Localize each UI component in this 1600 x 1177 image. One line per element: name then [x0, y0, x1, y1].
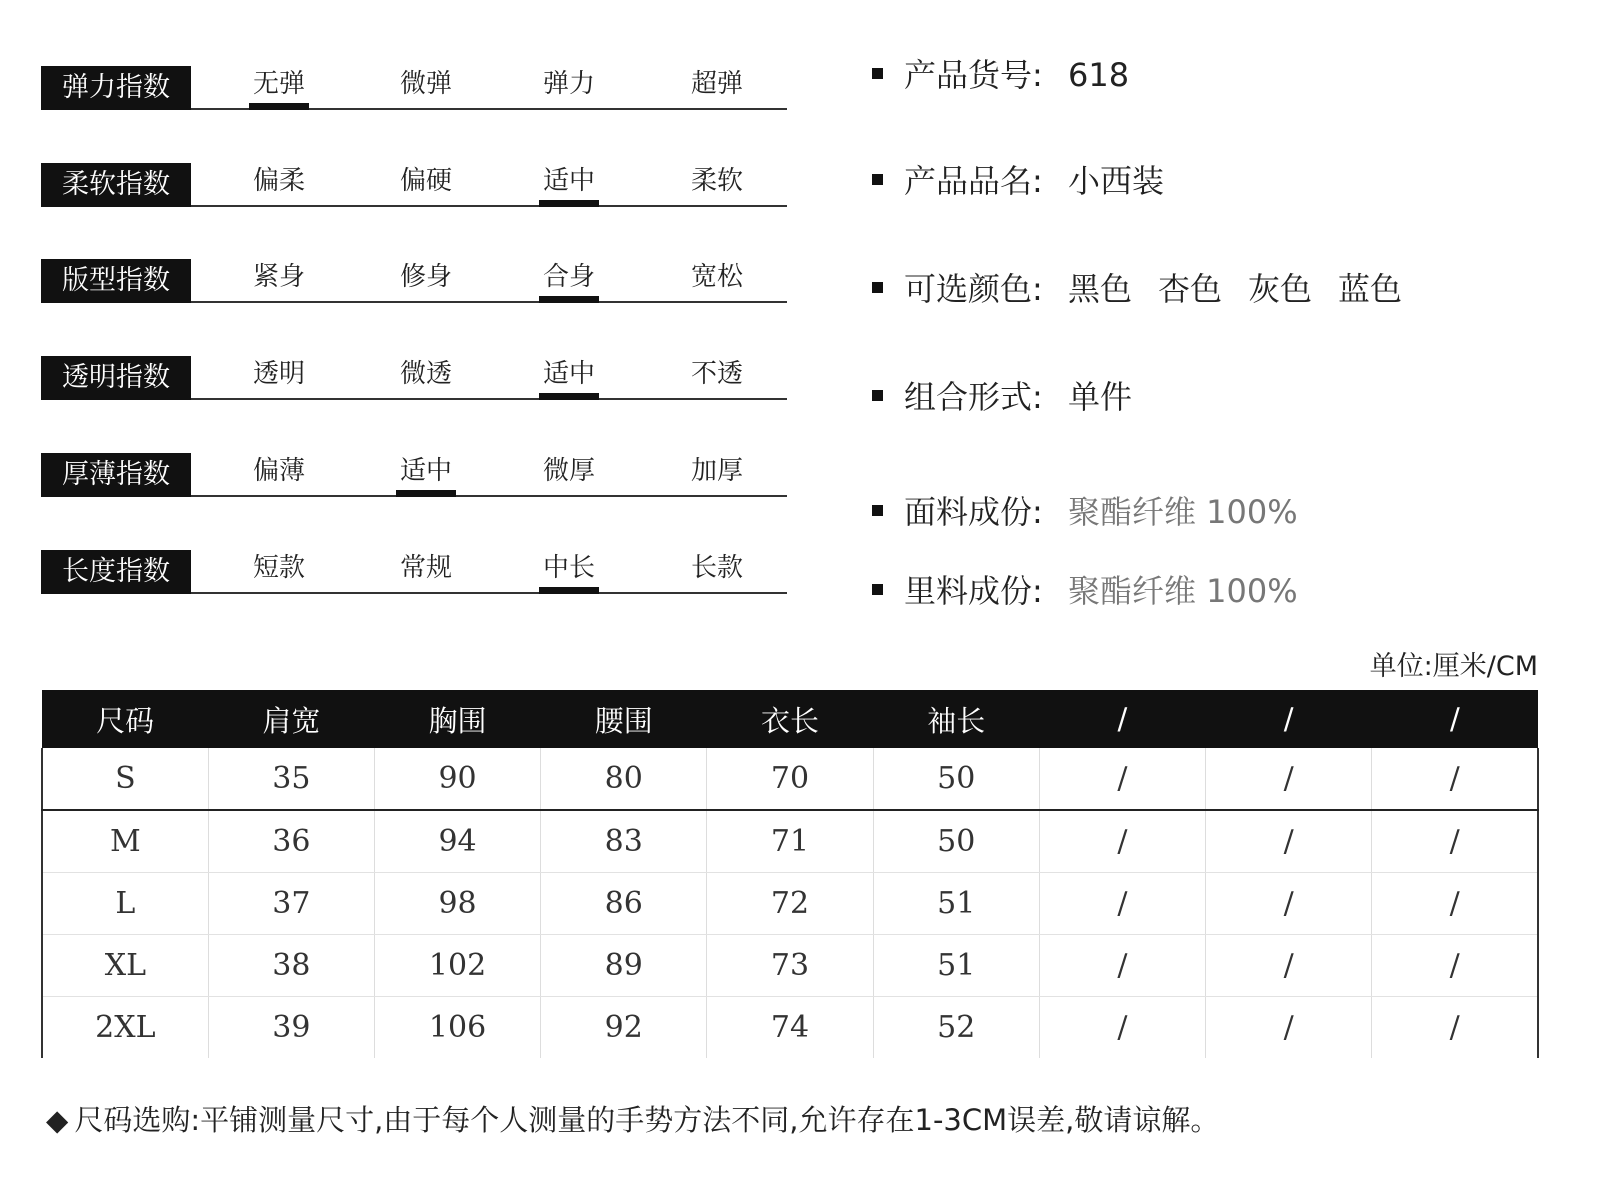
index-divider — [191, 205, 787, 207]
table-cell: 90 — [374, 748, 540, 810]
column-header: 衣长 — [707, 690, 873, 748]
index-option: 修身 — [399, 262, 452, 292]
index-option: 合身 — [542, 262, 595, 292]
index-divider — [191, 398, 787, 400]
index-divider — [191, 301, 787, 303]
table-cell: 106 — [374, 997, 540, 1059]
column-header: / — [1039, 690, 1205, 748]
index-option: 透明 — [252, 359, 305, 389]
square-bullet-icon — [872, 174, 883, 185]
selected-indicator — [539, 587, 599, 594]
index-option: 适中 — [542, 166, 595, 196]
table-row — [42, 997, 1538, 1059]
table-row — [42, 873, 1538, 935]
index-option: 偏柔 — [252, 166, 305, 196]
column-header: 腰围 — [541, 690, 707, 748]
table-cell: / — [1206, 810, 1372, 873]
index-option: 弹力 — [542, 69, 595, 99]
table-cell: 72 — [707, 873, 873, 935]
index-option: 无弹 — [252, 69, 305, 99]
info-value: 聚酯纤维 100% — [1068, 493, 1298, 531]
table-cell: / — [1372, 997, 1538, 1059]
index-option: 不透 — [690, 359, 743, 389]
index-option: 中长 — [542, 553, 595, 583]
table-cell: / — [1039, 873, 1205, 935]
info-key: 面料成份: — [904, 493, 1043, 531]
size-note-text: 尺码选购:平铺测量尺寸,由于每个人测量的手势方法不同,允许存在1-3CM误差,敬请谅解。 — [74, 1103, 1220, 1137]
table-cell: / — [1372, 873, 1538, 935]
index-row-elasticity — [41, 50, 787, 110]
column-header: / — [1372, 690, 1538, 748]
diamond-bullet-icon: ◆ — [46, 1103, 69, 1137]
table-cell: / — [1039, 997, 1205, 1059]
table-cell: 86 — [541, 873, 707, 935]
table-cell: 2XL — [42, 997, 208, 1059]
index-option: 柔软 — [690, 166, 743, 196]
table-cell: 92 — [541, 997, 707, 1059]
table-cell: 74 — [707, 997, 873, 1059]
table-cell: / — [1206, 935, 1372, 997]
size-table — [41, 690, 1539, 1058]
index-divider — [191, 495, 787, 497]
table-cell: L — [42, 873, 208, 935]
table-cell: 89 — [541, 935, 707, 997]
table-cell: 70 — [707, 748, 873, 810]
index-label: 柔软指数 — [41, 163, 191, 207]
index-option: 超弹 — [690, 69, 743, 99]
table-cell: S — [42, 748, 208, 810]
index-option: 宽松 — [690, 262, 743, 292]
table-cell: 52 — [873, 997, 1039, 1059]
table-cell: / — [1206, 997, 1372, 1059]
index-row-softness — [41, 147, 787, 207]
table-cell: 36 — [208, 810, 374, 873]
color-option: 杏色 — [1158, 270, 1223, 308]
index-label: 版型指数 — [41, 259, 191, 303]
column-header: 肩宽 — [208, 690, 374, 748]
index-option: 适中 — [542, 359, 595, 389]
table-cell: 39 — [208, 997, 374, 1059]
table-cell: / — [1206, 873, 1372, 935]
size-note — [46, 1098, 1219, 1139]
square-bullet-icon — [872, 584, 883, 595]
index-label: 长度指数 — [41, 550, 191, 594]
selected-indicator — [396, 490, 456, 497]
info-value: 单件 — [1068, 378, 1133, 416]
table-cell: 38 — [208, 935, 374, 997]
index-divider — [191, 592, 787, 594]
table-cell: M — [42, 810, 208, 873]
table-cell: / — [1372, 748, 1538, 810]
index-option: 短款 — [252, 553, 305, 583]
info-value: 618 — [1068, 56, 1130, 94]
table-cell: / — [1206, 748, 1372, 810]
color-option: 灰色 — [1248, 270, 1313, 308]
table-cell: 73 — [707, 935, 873, 997]
info-value: 聚酯纤维 100% — [1068, 572, 1298, 610]
selected-indicator — [539, 200, 599, 207]
index-option: 微厚 — [542, 456, 595, 486]
color-option: 黑色 — [1068, 270, 1133, 308]
table-header-row — [42, 690, 1538, 748]
column-header: / — [1206, 690, 1372, 748]
table-cell: 102 — [374, 935, 540, 997]
table-cell: / — [1372, 810, 1538, 873]
table-cell: 98 — [374, 873, 540, 935]
table-cell: 37 — [208, 873, 374, 935]
selected-indicator — [249, 103, 309, 110]
table-row — [42, 748, 1538, 810]
index-row-length — [41, 534, 787, 594]
index-option: 微弹 — [399, 69, 452, 99]
table-cell: 35 — [208, 748, 374, 810]
table-row — [42, 810, 1538, 873]
table-cell: 51 — [873, 935, 1039, 997]
info-key: 组合形式: — [904, 378, 1043, 416]
color-option: 蓝色 — [1338, 270, 1403, 308]
column-header: 袖长 — [873, 690, 1039, 748]
column-header: 尺码 — [42, 690, 208, 748]
table-cell: 83 — [541, 810, 707, 873]
selected-indicator — [539, 393, 599, 400]
table-cell: / — [1372, 935, 1538, 997]
index-row-thickness — [41, 437, 787, 497]
index-option: 长款 — [690, 553, 743, 583]
info-value: 小西装 — [1068, 162, 1165, 200]
index-option: 适中 — [399, 456, 452, 486]
square-bullet-icon — [872, 282, 883, 293]
index-option: 偏硬 — [399, 166, 452, 196]
square-bullet-icon — [872, 505, 883, 516]
square-bullet-icon — [872, 390, 883, 401]
index-option: 加厚 — [690, 456, 743, 486]
table-cell: 71 — [707, 810, 873, 873]
table-cell: / — [1039, 748, 1205, 810]
square-bullet-icon — [872, 68, 883, 79]
table-cell: 80 — [541, 748, 707, 810]
index-row-fit — [41, 243, 787, 303]
table-cell: 50 — [873, 810, 1039, 873]
table-cell: 94 — [374, 810, 540, 873]
table-cell: / — [1039, 935, 1205, 997]
index-option: 偏薄 — [252, 456, 305, 486]
column-header: 胸围 — [374, 690, 540, 748]
unit-label: 单位:厘米/CM — [1369, 651, 1538, 682]
index-option: 微透 — [399, 359, 452, 389]
selected-indicator — [539, 296, 599, 303]
table-row — [42, 935, 1538, 997]
table-cell: 50 — [873, 748, 1039, 810]
index-label: 弹力指数 — [41, 66, 191, 110]
info-key: 可选颜色: — [904, 270, 1043, 308]
index-label: 透明指数 — [41, 356, 191, 400]
table-cell: XL — [42, 935, 208, 997]
index-label: 厚薄指数 — [41, 453, 191, 497]
table-cell: 51 — [873, 873, 1039, 935]
color-options — [1068, 264, 1428, 314]
info-key: 里料成份: — [904, 572, 1043, 610]
index-option: 常规 — [399, 553, 452, 583]
info-key: 产品货号: — [904, 56, 1043, 94]
table-cell: / — [1039, 810, 1205, 873]
info-key: 产品品名: — [904, 162, 1043, 200]
index-row-transparency — [41, 340, 787, 400]
index-option: 紧身 — [252, 262, 305, 292]
